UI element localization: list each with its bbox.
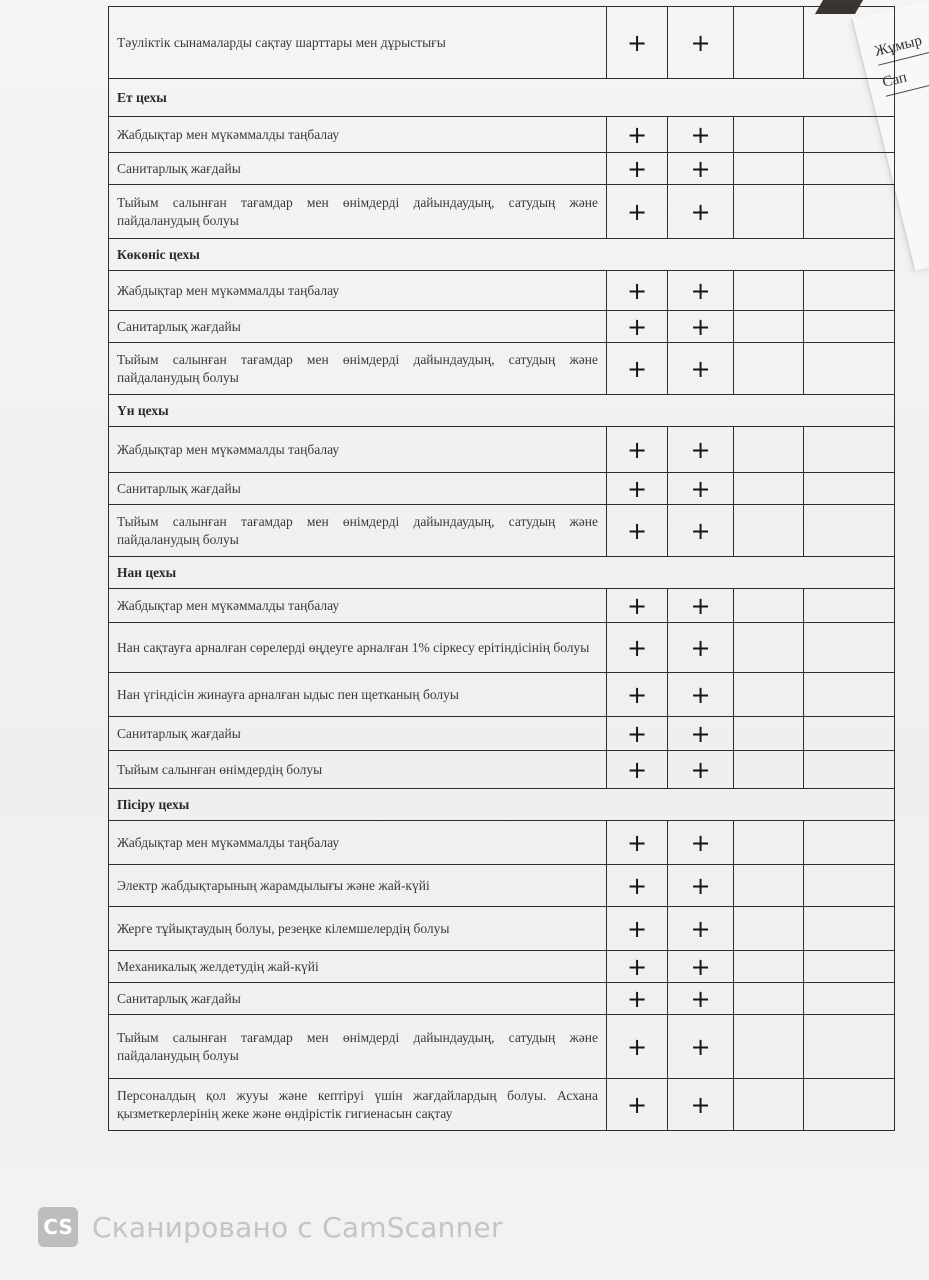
check-mark-col-1: +: [607, 907, 668, 951]
inspection-checklist-table: [108, 6, 895, 1131]
check-mark-col-2: +: [668, 473, 734, 505]
empty-cell-col-3: [734, 751, 804, 789]
section-title: Пісіру цехы: [109, 789, 895, 821]
check-mark-col-1: +: [607, 311, 668, 343]
check-mark-col-1: +: [607, 343, 668, 395]
checklist-row: [109, 589, 895, 623]
check-mark-col-2: +: [668, 623, 734, 673]
empty-cell-col-4: [804, 1079, 895, 1131]
empty-cell-col-4: [804, 717, 895, 751]
checklist-row: [109, 505, 895, 557]
empty-cell-col-4: [804, 907, 895, 951]
check-mark-col-2: +: [668, 311, 734, 343]
empty-cell-col-4: [804, 473, 895, 505]
check-mark-col-1: +: [607, 505, 668, 557]
check-mark-col-2: +: [668, 7, 734, 79]
empty-cell-col-4: [804, 311, 895, 343]
empty-cell-col-4: [804, 505, 895, 557]
checklist-row: [109, 751, 895, 789]
check-mark-col-2: +: [668, 983, 734, 1015]
checklist-row: [109, 865, 895, 907]
section-row: [109, 789, 895, 821]
empty-cell-col-4: [804, 343, 895, 395]
check-mark-col-2: +: [668, 505, 734, 557]
check-mark-col-2: +: [668, 865, 734, 907]
checklist-row: [109, 1015, 895, 1079]
check-mark-col-1: +: [607, 673, 668, 717]
empty-cell-col-4: [804, 865, 895, 907]
check-mark-col-2: +: [668, 1079, 734, 1131]
empty-cell-col-3: [734, 1079, 804, 1131]
check-mark-col-1: +: [607, 751, 668, 789]
check-mark-col-1: +: [607, 153, 668, 185]
check-mark-col-1: +: [607, 1079, 668, 1131]
empty-cell-col-4: [804, 185, 895, 239]
checklist-row: [109, 623, 895, 673]
checklist-item-text: Механикалық желдетудің жай-күйі: [109, 951, 607, 983]
checklist-row: [109, 473, 895, 505]
checklist-row: [109, 271, 895, 311]
empty-cell-col-3: [734, 1015, 804, 1079]
checklist-item-text: Санитарлық жағдайы: [109, 311, 607, 343]
checklist-item-text: Санитарлық жағдайы: [109, 983, 607, 1015]
empty-cell-col-3: [734, 821, 804, 865]
checklist-row: [109, 7, 895, 79]
checklist-row: [109, 427, 895, 473]
checklist-row: [109, 343, 895, 395]
checklist-row: [109, 907, 895, 951]
check-mark-col-2: +: [668, 1015, 734, 1079]
empty-cell-col-3: [734, 473, 804, 505]
empty-cell-col-4: [804, 821, 895, 865]
empty-cell-col-4: [804, 1015, 895, 1079]
check-mark-col-2: +: [668, 117, 734, 153]
check-mark-col-2: +: [668, 185, 734, 239]
empty-cell-col-4: [804, 117, 895, 153]
checklist-item-text: Жабдықтар мен мүкәммалды таңбалау: [109, 589, 607, 623]
checklist-item-text: Тыйым салынған тағамдар мен өнімдерді дайындаудың, сатудың және пайдаланудың болуы: [109, 343, 607, 395]
check-mark-col-2: +: [668, 673, 734, 717]
checklist-row: [109, 311, 895, 343]
checklist-row: [109, 951, 895, 983]
checklist-item-text: Нан үгіндісін жинауға арналған ыдыс пен щетканың болуы: [109, 673, 607, 717]
checklist-item-text: Санитарлық жағдайы: [109, 717, 607, 751]
check-mark-col-1: +: [607, 427, 668, 473]
check-mark-col-1: +: [607, 185, 668, 239]
check-mark-col-1: +: [607, 473, 668, 505]
check-mark-col-1: +: [607, 271, 668, 311]
checklist-item-text: Тыйым салынған тағамдар мен өнімдерді дайындаудың, сатудың және пайдаланудың болуы: [109, 1015, 607, 1079]
section-row: [109, 239, 895, 271]
check-mark-col-1: +: [607, 821, 668, 865]
empty-cell-col-3: [734, 623, 804, 673]
corner-sheet-text-1: Жұмыр: [873, 15, 929, 65]
empty-cell-col-4: [804, 623, 895, 673]
checklist-item-text: Санитарлық жағдайы: [109, 473, 607, 505]
empty-cell-col-3: [734, 673, 804, 717]
check-mark-col-2: +: [668, 951, 734, 983]
check-mark-col-2: +: [668, 589, 734, 623]
empty-cell-col-4: [804, 7, 895, 79]
empty-cell-col-3: [734, 717, 804, 751]
empty-cell-col-4: [804, 271, 895, 311]
section-title: Ет цехы: [109, 79, 895, 117]
empty-cell-col-3: [734, 589, 804, 623]
checklist-item-text: Нан сақтауға арналған сөрелерді өңдеуге арналған 1% сіркесу ерітіндісінің болуы: [109, 623, 607, 673]
check-mark-col-2: +: [668, 153, 734, 185]
empty-cell-col-4: [804, 983, 895, 1015]
camscanner-text: Сканировано с CamScanner: [92, 1210, 503, 1244]
empty-cell-col-3: [734, 185, 804, 239]
corner-sheet-text-2: Сап: [881, 46, 929, 96]
check-mark-col-2: +: [668, 751, 734, 789]
checklist-item-text: Жабдықтар мен мүкәммалды таңбалау: [109, 117, 607, 153]
checklist-body: [109, 7, 895, 1131]
empty-cell-col-3: [734, 907, 804, 951]
check-mark-col-1: +: [607, 865, 668, 907]
checklist-row: [109, 185, 895, 239]
empty-cell-col-3: [734, 951, 804, 983]
check-mark-col-1: +: [607, 983, 668, 1015]
check-mark-col-1: +: [607, 1015, 668, 1079]
empty-cell-col-4: [804, 153, 895, 185]
empty-cell-col-4: [804, 751, 895, 789]
checklist-item-text: Тәуліктік сынамаларды сақтау шарттары мен дұрыстығы: [109, 7, 607, 79]
empty-cell-col-3: [734, 271, 804, 311]
section-row: [109, 557, 895, 589]
checklist-row: [109, 983, 895, 1015]
checklist-item-text: Электр жабдықтарының жарамдылығы және жай-күйі: [109, 865, 607, 907]
empty-cell-col-3: [734, 7, 804, 79]
empty-cell-col-3: [734, 343, 804, 395]
check-mark-col-1: +: [607, 589, 668, 623]
check-mark-col-2: +: [668, 717, 734, 751]
checklist-item-text: Персоналдың қол жууы және кептіруі үшін жағдайлардың болуы. Асхана қызметкерлерінің жеке және өндірістік гигиенасын сақтау: [109, 1079, 607, 1131]
camscanner-watermark: [38, 1206, 503, 1248]
checklist-item-text: Жабдықтар мен мүкәммалды таңбалау: [109, 427, 607, 473]
empty-cell-col-4: [804, 427, 895, 473]
check-mark-col-2: +: [668, 821, 734, 865]
checklist-row: [109, 717, 895, 751]
check-mark-col-1: +: [607, 951, 668, 983]
section-title: Үн цехы: [109, 395, 895, 427]
checklist-row: [109, 1079, 895, 1131]
section-row: [109, 395, 895, 427]
section-title: Нан цехы: [109, 557, 895, 589]
check-mark-col-1: +: [607, 623, 668, 673]
section-row: [109, 79, 895, 117]
checklist-item-text: Тыйым салынған тағамдар мен өнімдерді дайындаудың, сатудың және пайдаланудың болуы: [109, 185, 607, 239]
empty-cell-col-3: [734, 117, 804, 153]
empty-cell-col-4: [804, 673, 895, 717]
check-mark-col-2: +: [668, 343, 734, 395]
check-mark-col-2: +: [668, 427, 734, 473]
checklist-item-text: Жабдықтар мен мүкәммалды таңбалау: [109, 271, 607, 311]
check-mark-col-1: +: [607, 117, 668, 153]
checklist-item-text: Тыйым салынған өнімдердің болуы: [109, 751, 607, 789]
empty-cell-col-4: [804, 951, 895, 983]
checklist-item-text: Жерге тұйықтаудың болуы, резеңке кілемшелердің болуы: [109, 907, 607, 951]
checklist-row: [109, 821, 895, 865]
checklist-item-text: Санитарлық жағдайы: [109, 153, 607, 185]
camscanner-logo-icon: CS: [38, 1207, 78, 1247]
empty-cell-col-3: [734, 311, 804, 343]
empty-cell-col-3: [734, 983, 804, 1015]
empty-cell-col-3: [734, 427, 804, 473]
checklist-item-text: Тыйым салынған тағамдар мен өнімдерді дайындаудың, сатудың және пайдаланудың болуы: [109, 505, 607, 557]
empty-cell-col-4: [804, 589, 895, 623]
check-mark-col-1: +: [607, 7, 668, 79]
empty-cell-col-3: [734, 865, 804, 907]
empty-cell-col-3: [734, 505, 804, 557]
checklist-row: [109, 117, 895, 153]
section-title: Көкөніс цехы: [109, 239, 895, 271]
check-mark-col-2: +: [668, 907, 734, 951]
empty-cell-col-3: [734, 153, 804, 185]
checklist-row: [109, 153, 895, 185]
checklist-item-text: Жабдықтар мен мүкәммалды таңбалау: [109, 821, 607, 865]
check-mark-col-2: +: [668, 271, 734, 311]
check-mark-col-1: +: [607, 717, 668, 751]
checklist-row: [109, 673, 895, 717]
